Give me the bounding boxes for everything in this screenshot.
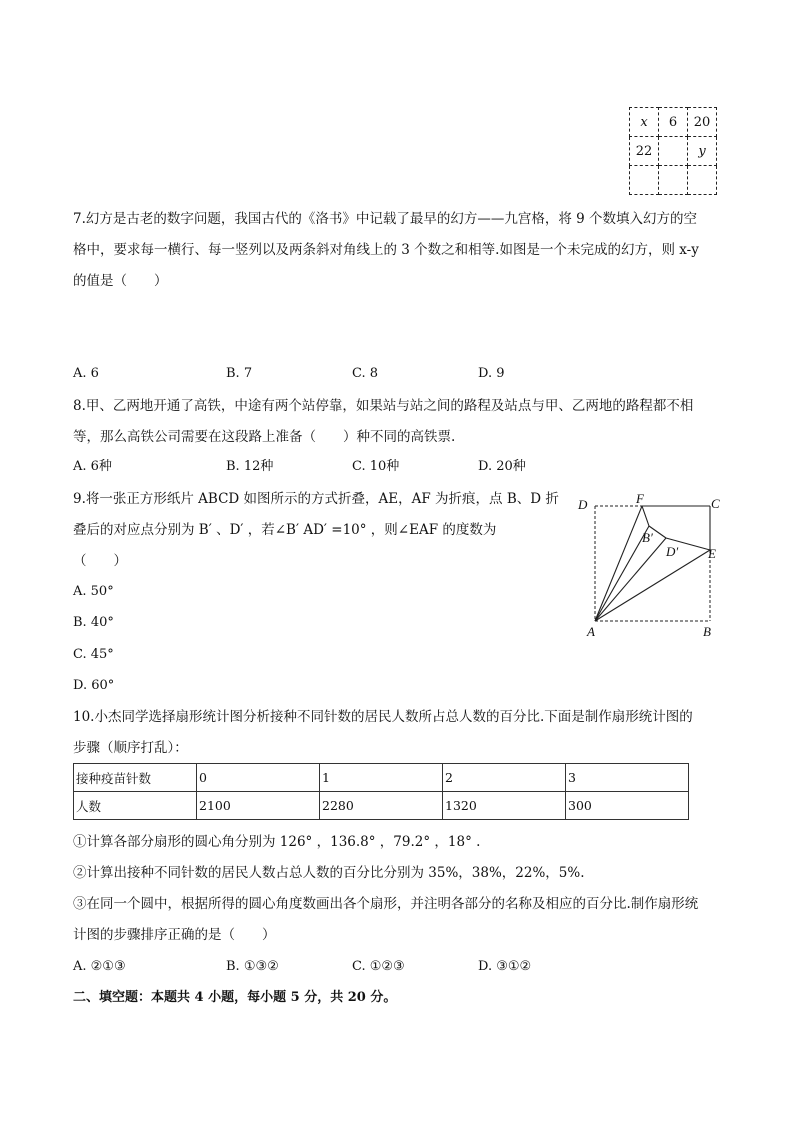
vaccination-table	[73, 763, 689, 820]
magic-cell: x	[630, 108, 659, 137]
table-row	[74, 792, 689, 820]
table-cell: 2280	[320, 792, 443, 820]
label-b: B	[703, 624, 711, 639]
label-a: A	[587, 624, 595, 639]
q10-option-b[interactable]: B. ①③②	[226, 959, 279, 974]
table-cell: 1	[320, 764, 443, 792]
q10-step-1: ①计算各部分扇形的圆心角分别为 126° ，136.8° ，79.2° ，18° .	[73, 834, 481, 850]
q9-line-3: （ ）	[73, 553, 127, 569]
magic-cell: 6	[659, 108, 688, 137]
q10-option-d[interactable]: D. ③①②	[478, 959, 532, 974]
q10-line-1: 10.小杰同学选择扇形统计图分析接种不同针数的居民人数所占总人数的百分比.下面是制作扇形统计图的	[73, 709, 693, 725]
q9-option-d[interactable]: D. 60°	[73, 678, 115, 693]
q8-option-c[interactable]: C. 10种	[352, 459, 400, 474]
q9-line-2: 叠后的对应点分别为 B′ 、D′ ，若∠B′ AD′ =10° ，则∠EAF 的度数为	[73, 522, 497, 538]
label-b-prime: B′	[642, 530, 653, 545]
q10-option-c[interactable]: C. ①②③	[352, 959, 405, 974]
table-cell: 300	[566, 792, 689, 820]
q10-step-3-line-1: ③在同一个圆中，根据所得的圆心角度数画出各个扇形，并注明各部分的名称及相应的百分比.制作扇形统	[73, 896, 699, 912]
folded-square-figure	[570, 488, 730, 643]
table-cell: 3	[566, 764, 689, 792]
table-cell: 接种疫苗针数	[74, 764, 197, 792]
table-cell: 2	[443, 764, 566, 792]
magic-cell	[659, 137, 688, 166]
q7-line-3: 的值是（ ）	[73, 273, 168, 289]
q10-option-a[interactable]: A. ②①③	[73, 959, 126, 974]
q7-line-1: 7.幻方是古老的数字问题，我国古代的《洛书》中记载了最早的幻方——九宫格，将 9 个数填入幻方的空	[73, 211, 698, 227]
magic-cell	[659, 166, 688, 195]
magic-cell: y	[688, 137, 717, 166]
q7-option-c[interactable]: C. 8	[352, 366, 379, 381]
label-c: C	[711, 496, 720, 511]
label-d-prime: D′	[666, 544, 679, 559]
q7-line-2: 格中，要求每一横行、每一竖列以及两条斜对角线上的 3 个数之和相等.如图是一个未完成的幻方，则 x-y	[73, 242, 699, 258]
q8-option-a[interactable]: A. 6种	[73, 459, 112, 474]
magic-square	[629, 107, 717, 195]
q9-option-a[interactable]: A. 50°	[73, 584, 114, 599]
table-cell: 2100	[197, 792, 320, 820]
magic-cell	[630, 166, 659, 195]
q8-option-b[interactable]: B. 12种	[226, 459, 274, 474]
magic-cell: 22	[630, 137, 659, 166]
q8-option-d[interactable]: D. 20种	[478, 459, 526, 474]
q7-option-a[interactable]: A. 6	[73, 366, 99, 381]
magic-cell: 20	[688, 108, 717, 137]
table-row	[74, 764, 689, 792]
q7-option-b[interactable]: B. 7	[226, 366, 253, 381]
q10-line-2: 步骤（顺序打乱）：	[73, 740, 188, 756]
label-f: F	[636, 491, 644, 506]
q10-step-3-line-2: 计图的步骤排序正确的是（ ）	[73, 927, 276, 943]
q9-line-1: 9.将一张正方形纸片 ABCD 如图所示的方式折叠，AE，AF 为折痕，点 B、D 折	[73, 491, 559, 507]
q10-step-2: ②计算出接种不同针数的居民人数占总人数的百分比分别为 35%，38%，22%，5%.	[73, 865, 585, 881]
q9-option-b[interactable]: B. 40°	[73, 615, 114, 630]
section-heading: 二、填空题：本题共 4 小题，每小题 5 分，共 20 分。	[73, 990, 397, 1005]
q9-option-c[interactable]: C. 45°	[73, 647, 114, 662]
label-e: E	[708, 546, 716, 561]
q7-option-d[interactable]: D. 9	[478, 366, 505, 381]
q8-line-2: 等，那么高铁公司需要在这段路上准备（ ）种不同的高铁票.	[73, 429, 456, 445]
q8-line-1: 8.甲、乙两地开通了高铁，中途有两个站停靠，如果站与站之间的路程及站点与甲、乙两地的路程都不相	[73, 398, 694, 414]
table-cell: 1320	[443, 792, 566, 820]
magic-cell	[688, 166, 717, 195]
table-cell: 人数	[74, 792, 197, 820]
label-d: D	[578, 497, 588, 512]
table-cell: 0	[197, 764, 320, 792]
